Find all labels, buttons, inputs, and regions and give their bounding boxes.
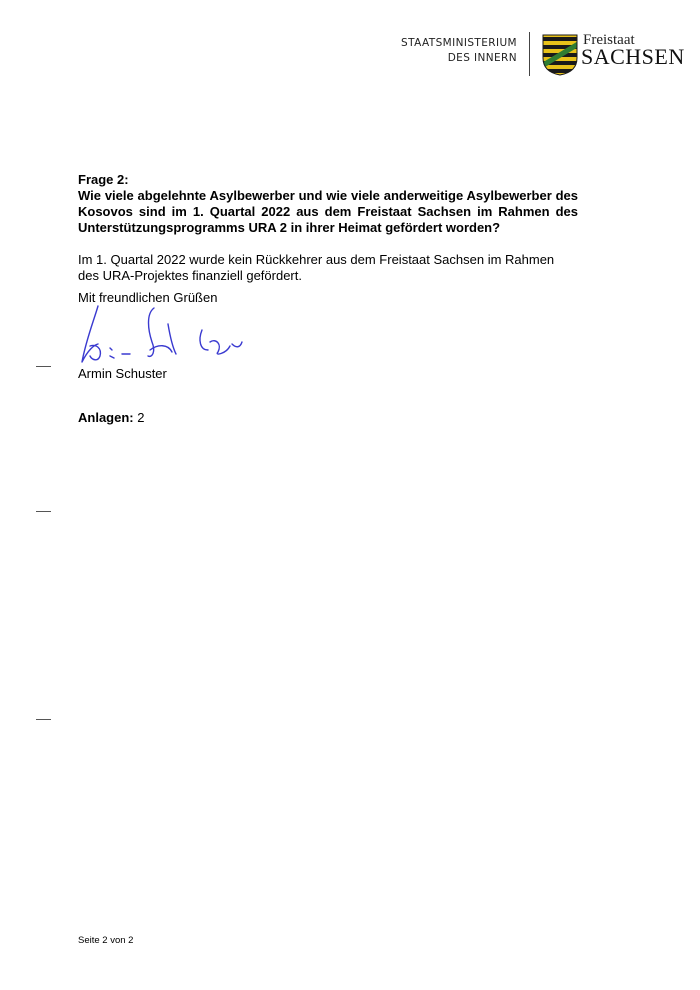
answer-text: Im 1. Quartal 2022 wurde kein Rückkehrer aus dem Freistaat Sachsen im Rahmen des URA-Projektes finanziell gefördert. <box>78 252 555 283</box>
ministry-name <box>401 36 517 66</box>
fold-mark-1 <box>36 366 51 367</box>
page-number: Seite 2 von 2 <box>78 935 134 946</box>
fold-mark-2 <box>36 511 51 512</box>
question-text: Wie viele abgelehnte Asylbewerber und wie viele anderweitige Asylbewerber des Kosovos sind im 1. Quartal 2022 aus dem Freistaat Sachsen im Rahmen des Unterstützungsprogramms URA 2 in ihrer Heimat gefördert worden? <box>78 188 578 235</box>
closing-greeting: Mit freundlichen Grüßen <box>78 290 218 305</box>
attachments-line <box>78 410 144 425</box>
ministry-line-1: STAATSMINISTERIUM <box>401 37 517 49</box>
header-divider <box>529 32 530 76</box>
attachments-label: Anlagen: <box>78 410 134 425</box>
saxony-coat-of-arms-icon <box>542 34 578 76</box>
fold-mark-3 <box>36 719 51 720</box>
question-title: Frage 2: <box>78 172 129 187</box>
attachments-count: 2 <box>137 410 145 425</box>
ministry-line-2: DES INNERN <box>447 52 517 64</box>
signer-name: Armin Schuster <box>78 366 167 381</box>
brand-sachsen: SACHSEN <box>581 44 685 69</box>
letter-body <box>78 172 578 284</box>
brand-freistaat: Freistaat <box>583 32 635 48</box>
